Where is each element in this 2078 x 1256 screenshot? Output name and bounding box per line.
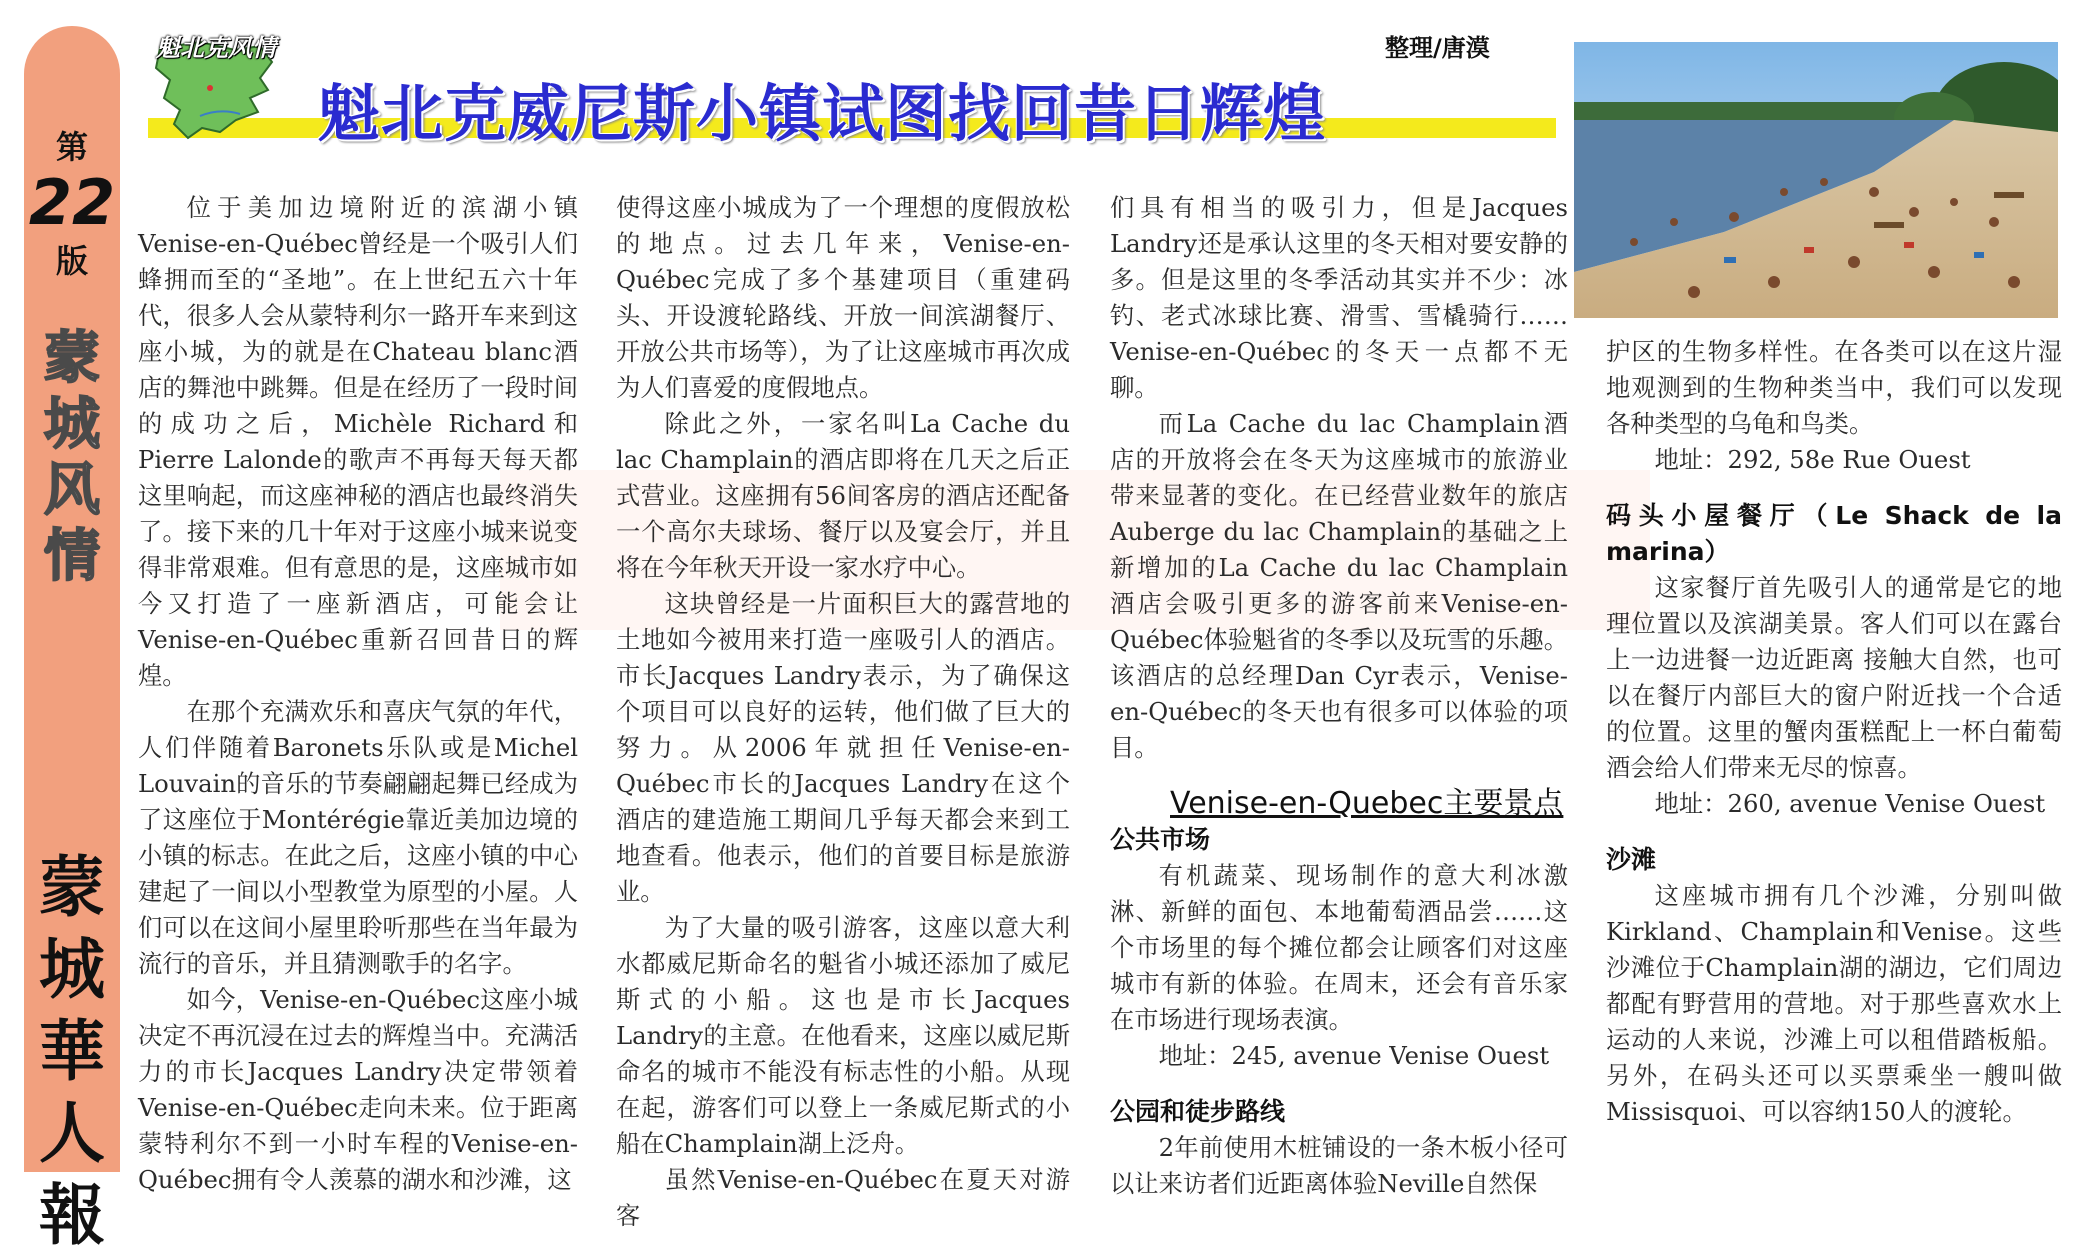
- edition-number: 22: [28, 166, 116, 239]
- article-headline: 魁北克威尼斯小镇试图找回昔日辉煌: [318, 77, 1327, 150]
- paper-name-char: 華: [39, 1012, 105, 1090]
- article-column-3: [1110, 190, 1568, 1202]
- address-market: 地址：245, avenue Venise Ouest: [1158, 1041, 1550, 1070]
- edition-label-di: 第: [55, 128, 88, 166]
- paper-name-char: 城: [39, 930, 105, 1008]
- article-column-4: [1606, 334, 2062, 1130]
- column-name-char: 风: [44, 458, 100, 523]
- edition-label-ban: 版: [55, 242, 88, 280]
- paragraph: 如今，Venise-en-Québec这座小城决定不再沉浸在过去的辉煌当中。充满活力的市长Jacques Landry决定带领着Venise-en-Québec走向未来。位于距离蒙特利尔不到一小时车程的Venise-en-Québec拥有令人羡慕的湖水和沙滩，这: [138, 985, 578, 1194]
- paper-name-char: 蒙: [39, 848, 105, 926]
- article-column-1: [138, 190, 578, 1198]
- newspaper-name: [24, 846, 120, 1256]
- edition-sidebar: [24, 26, 120, 1254]
- paragraph: 虽然Venise-en-Québec在夏天对游客: [616, 1165, 1070, 1230]
- attractions-heading: Venise-en-Quebec主要景点: [1170, 786, 1564, 821]
- paragraph: 位于美加边境附近的滨湖小镇Venise-en-Québec曾经是一个吸引人们蜂拥而至的“圣地”。在上世纪五六十年代，很多人会从蒙特利尔一路开车来到这座小城，为的就是在Chateau blanc酒店的舞池中跳舞。但是在经历了一段时间的成功之后，Michèle Richard和Pierre Lalonde的歌声不再每天每天都这里响起，而这座神秘的酒店也最终消失了。接下来的几十年对于这座小城来说变得非常艰难。但有意思的是，这座城市如今又打造了一座新酒店，可能会让Venise-en-Québec重新召回昔日的辉煌。: [138, 193, 578, 690]
- section-title-park: 公园和徒步路线: [1110, 1097, 1286, 1126]
- section-title-beach: 沙滩: [1606, 845, 1657, 874]
- paragraph: 在那个充满欢乐和喜庆气氛的年代，人们伴随着Baronets乐队或是Michel Louvain的音乐的节奏翩翩起舞已经成为了这座位于Montérégie靠近美加边境的小镇的标志。在此之后，这座小镇的中心建起了一间以小型教堂为原型的小屋。人们可以在这间小屋里聆听那些在当年最为流行的音乐，并且猜测歌手的名字。: [138, 697, 578, 978]
- paragraph: 而La Cache du lac Champlain酒店的开放将会在冬天为这座城市的旅游业带来显著的变化。在已经营业数年的旅店Auberge du lac Champlain的基础之上新增加的La Cache du lac Champlain酒店会吸引更多的游客前来Venise-en-Québec体验魁省的冬季以及玩雪的乐趣。该酒店的总经理Dan Cyr表示，Venise-en-Québec的冬天也有很多可以体验的项目。: [1110, 409, 1568, 762]
- beach-photo: [1574, 42, 2058, 318]
- quebec-map-logo: [140, 28, 295, 150]
- address-park: 地址：292, 58e Rue Ouest: [1654, 445, 1971, 474]
- paragraph: 有机蔬菜、现场制作的意大利冰激淋、新鲜的面包、本地葡萄酒品尝……这个市场里的每个摊位都会让顾客们对这座城市有新的体验。在周末，还会有音乐家在市场进行现场表演。: [1110, 861, 1568, 1034]
- paragraph: 2年前使用木桩铺设的一条木板小径可以让来访者们近距离体验Neville自然保: [1110, 1133, 1568, 1198]
- paragraph: 这块曾经是一片面积巨大的露营地的土地如今被用来打造一座吸引人的酒店。市长Jacques Landry表示，为了确保这个项目可以良好的运转，他们做了巨大的努力。从2006年就担任Venise-en-Québec市长的Jacques Landry在这个酒店的建造施工期间几乎每天都会来到工地查看。他表示，他们的首要目标是旅游业。: [616, 589, 1070, 906]
- section-title-shack: 码头小屋餐厅（Le Shack de la marina）: [1606, 501, 2062, 566]
- section-title-market: 公共市场: [1110, 825, 1211, 854]
- map-label: 魁北克风情: [156, 33, 276, 62]
- column-name-char: 城: [44, 392, 100, 457]
- paragraph: 这家餐厅首先吸引人的通常是它的地理位置以及滨湖美景。客人们可以在露台上一边进餐一边近距离 接触大自然，也可以在餐厅内部巨大的窗户附近找一个合适的位置。这里的蟹肉蛋糕配上一杯白葡萄酒会给人们带来无尽的惊喜。: [1606, 573, 2062, 782]
- paper-name-char: 報: [39, 1176, 105, 1254]
- column-name-char: 情: [44, 524, 100, 589]
- address-shack: 地址：260, avenue Venise Ouest: [1654, 789, 2046, 818]
- paragraph: 为了大量的吸引游客，这座以意大利水都威尼斯命名的魁省小城还添加了威尼斯式的小船。这也是市长Jacques Landry的主意。在他看来，这座以威尼斯命名的城市不能没有标志性的小船。从现在起，游客们可以登上一条威尼斯式的小船在Champlain湖上泛舟。: [616, 913, 1070, 1158]
- paragraph: 使得这座小城成为了一个理想的度假放松的地点。过去几年来，Venise-en-Québec完成了多个基建项目（重建码头、开设渡轮路线、开放一间滨湖餐厅、开放公共市场等），为了让这座城市再次成为人们喜爱的度假地点。: [616, 193, 1070, 402]
- paragraph: 们具有相当的吸引力，但是Jacques Landry还是承认这里的冬天相对要安静的多。但是这里的冬季活动其实并不少：冰钓、老式冰球比赛、滑雪、雪橇骑行……Venise-en-Québec的冬天一点都不无聊。: [1110, 193, 1568, 402]
- column-name-char: 蒙: [44, 326, 100, 391]
- editor-credit: 整理/唐漠: [1385, 34, 1490, 62]
- paragraph: 护区的生物多样性。在各类可以在这片湿地观测到的生物种类当中，我们可以发现各种类型的乌龟和鸟类。: [1606, 337, 2062, 438]
- paragraph: 除此之外，一家名叫La Cache du lac Champlain的酒店即将在几天之后正式营业。这座拥有56间客房的酒店还配备一个高尔夫球场、餐厅以及宴会厅，并且将在今年秋天开设一家水疗中心。: [616, 409, 1070, 582]
- article-column-2: [616, 190, 1070, 1234]
- paragraph: 这座城市拥有几个沙滩，分别叫做Kirkland、Champlain和Venise。这些沙滩位于Champlain湖的湖边，它们周边都配有野营用的营地。对于那些喜欢水上运动的人来说，沙滩上可以租借踏板船。另外，在码头还可以买票乘坐一艘叫做Missisquoi、可以容纳150人的渡轮。: [1606, 881, 2062, 1126]
- paper-name-char: 人: [39, 1094, 105, 1172]
- column-name: [24, 326, 120, 590]
